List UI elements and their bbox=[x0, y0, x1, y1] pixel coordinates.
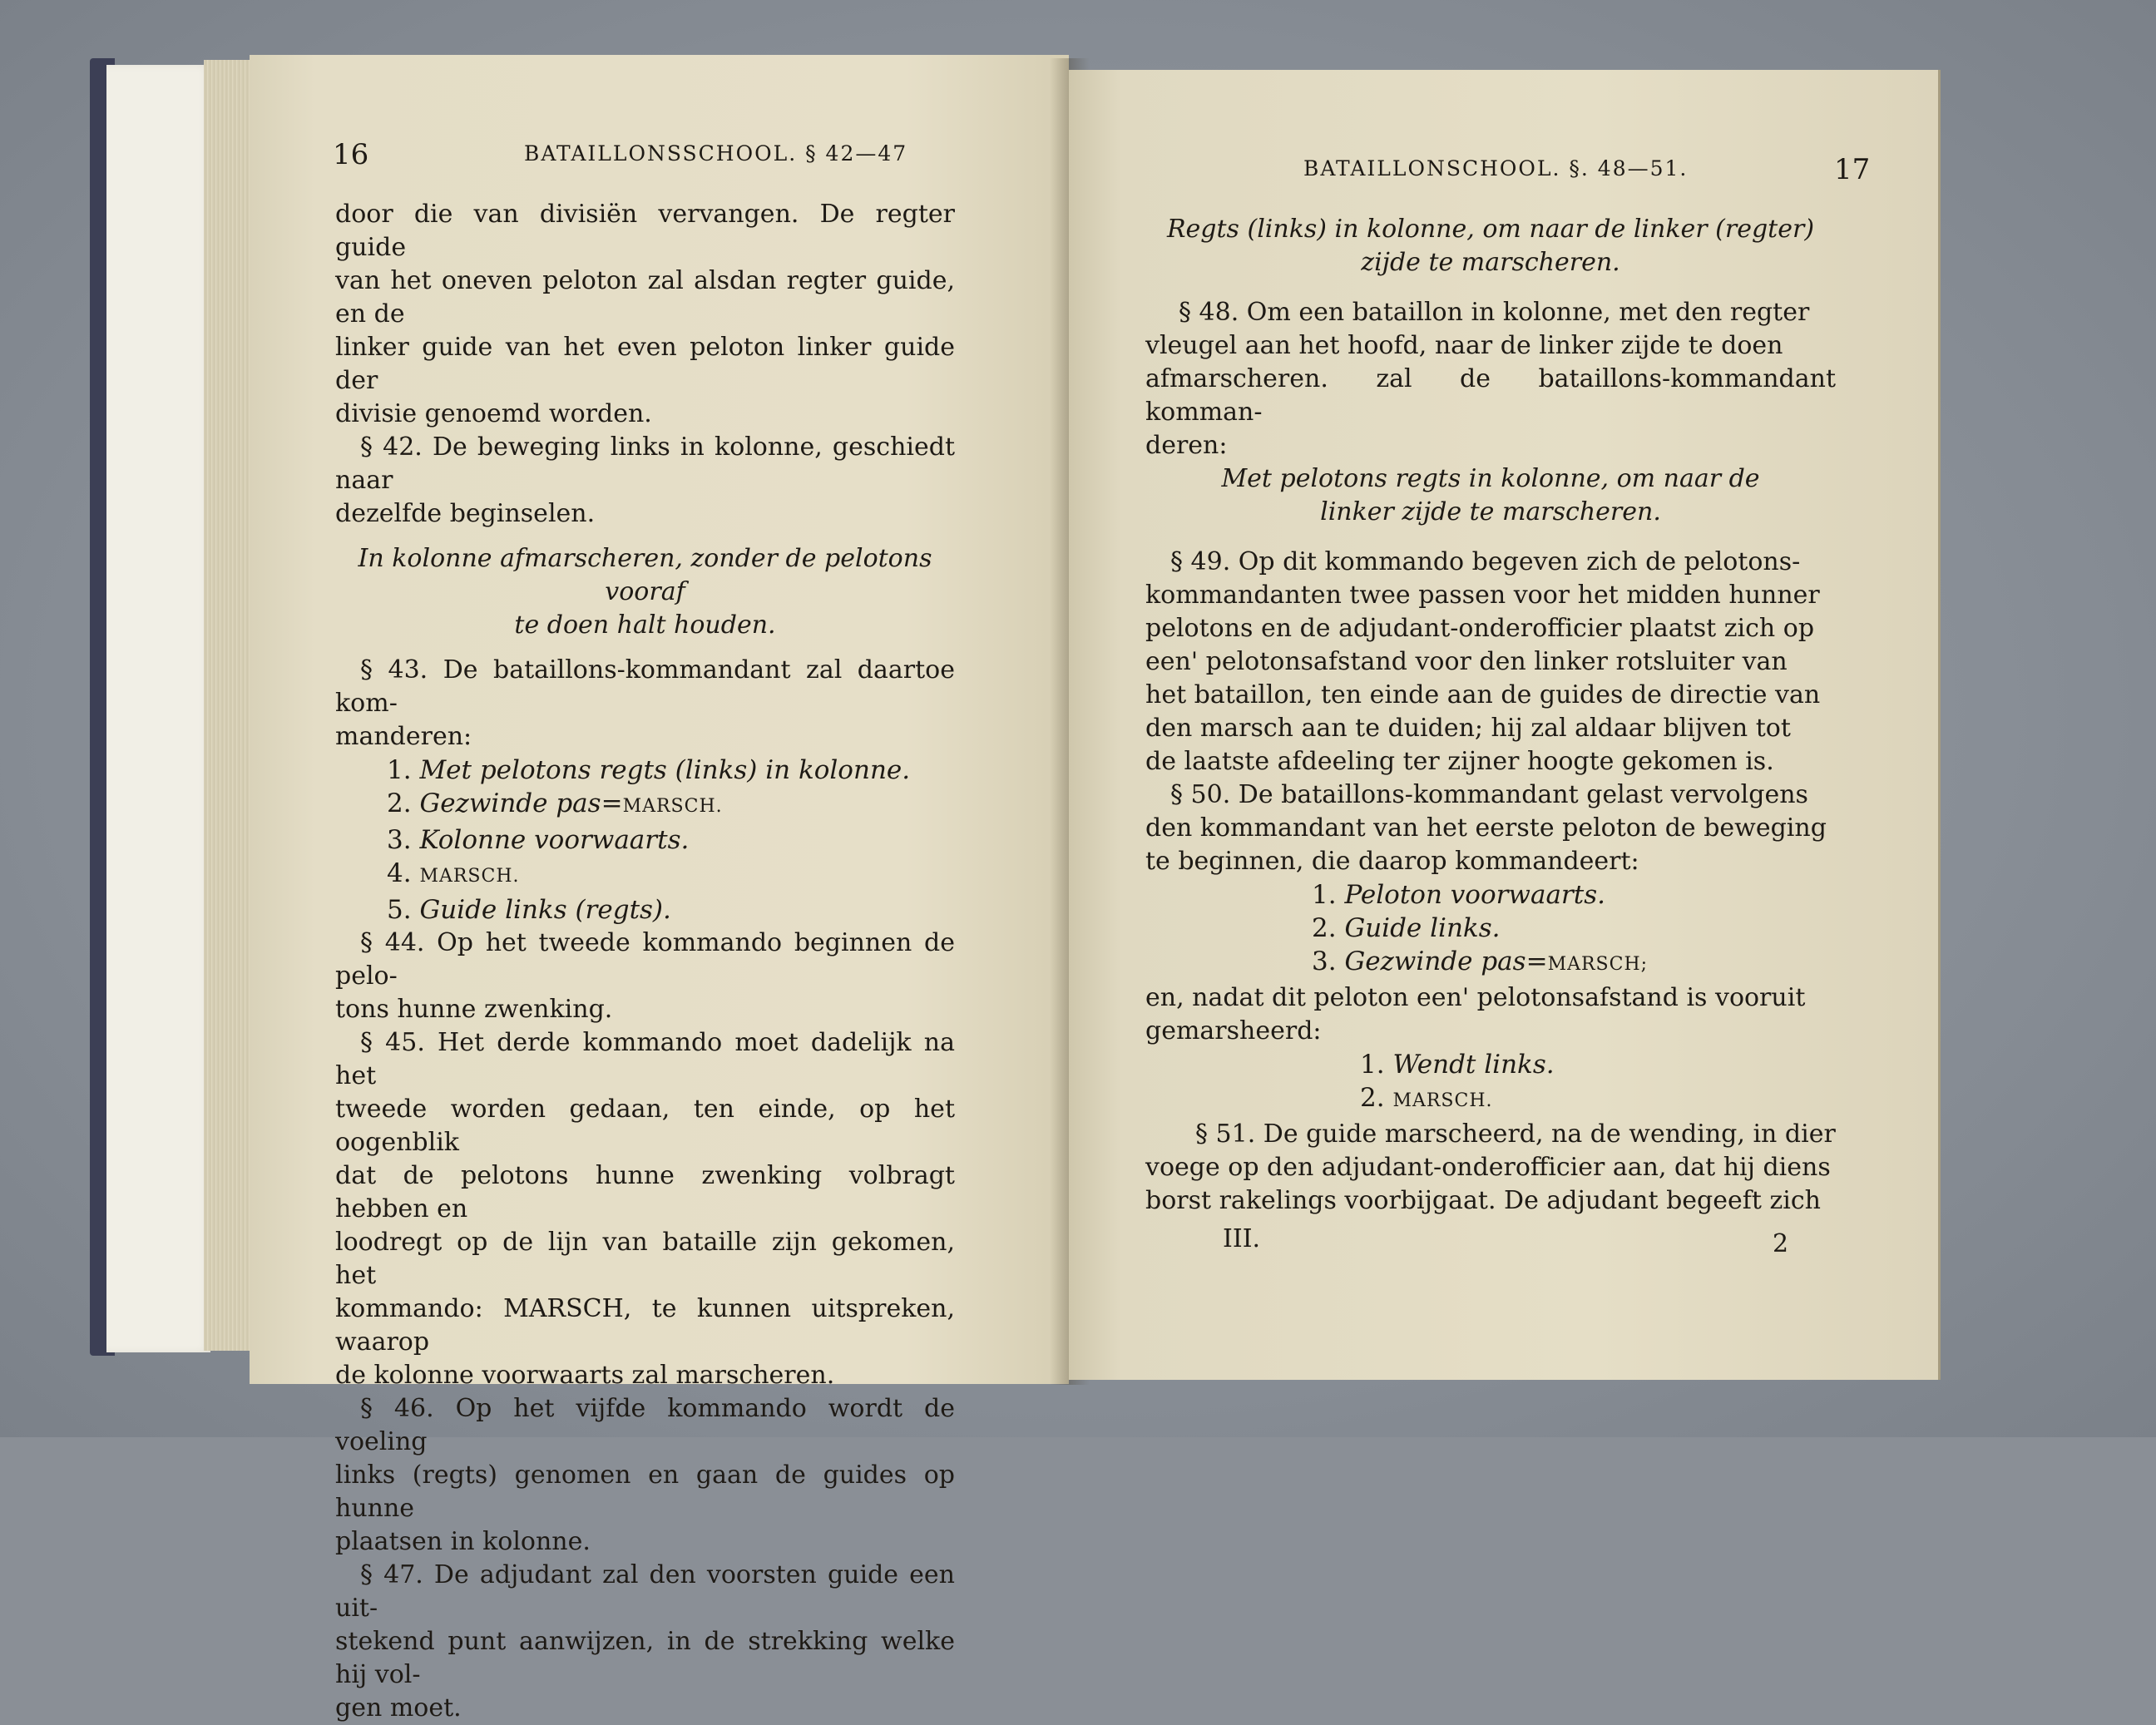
command-item: 2. MARSCH. bbox=[1360, 1083, 1493, 1113]
text-line: door die van divisiën vervangen. De regter guide bbox=[335, 200, 955, 262]
text-line: vleugel aan het hoofd, naar de linker zijde te doen bbox=[1145, 331, 1783, 360]
right-page bbox=[1069, 70, 1941, 1380]
text-line: kommando: MARSCH, te kunnen uitspreken, waarop bbox=[335, 1294, 955, 1357]
text-line: te beginnen, die daarop kommandeert: bbox=[1145, 847, 1639, 876]
command-list bbox=[1145, 878, 1836, 981]
text-line: linker guide van het even peloton linker guide der bbox=[335, 333, 955, 395]
text-line: een' pelotonsafstand voor den linker rotsluiter van bbox=[1145, 647, 1788, 676]
section-heading bbox=[1145, 462, 1836, 529]
command-list bbox=[1145, 1048, 1836, 1118]
text-line: § 51. De guide marscheerd, na de wending, in dier bbox=[1195, 1120, 1836, 1149]
page-number: 17 bbox=[1834, 153, 1871, 186]
text-line: manderen: bbox=[335, 722, 472, 751]
text-line: § 44. Op het tweede kommando beginnen de pelo- bbox=[335, 928, 955, 991]
command-item: 1. Peloton voorwaarts. bbox=[1312, 880, 1605, 910]
left-page-body bbox=[335, 198, 955, 1725]
running-header: BATAILLONSCHOOL. §. 48—51. bbox=[1303, 156, 1689, 180]
command-item: 1. Wendt links. bbox=[1360, 1050, 1555, 1080]
text-line: § 47. De adjudant zal den voorsten guide een uit- bbox=[335, 1560, 955, 1623]
section-heading bbox=[335, 542, 955, 642]
heading-line: Regts (links) in kolonne, om naar de linker (regter) bbox=[1166, 215, 1815, 244]
text-line: stekend punt aanwijzen, in de strekking welke hij vol- bbox=[335, 1627, 955, 1689]
text-line: van het oneven peloton zal alsdan regter guide, en de bbox=[335, 266, 955, 329]
text-line: tons hunne zwenking. bbox=[335, 995, 613, 1024]
heading-line: te doen halt houden. bbox=[514, 610, 776, 640]
text-line: en, nadat dit peloton een' pelotonsafstand is vooruit bbox=[1145, 983, 1806, 1012]
text-line: § 43. De bataillons-kommandant zal daartoe kom- bbox=[335, 655, 955, 718]
text-line: links (regts) genomen en gaan de guides op hunne bbox=[335, 1461, 955, 1523]
text-line: deren: bbox=[1145, 431, 1228, 460]
heading-line: Met pelotons regts in kolonne, om naar de bbox=[1221, 464, 1760, 493]
text-line: de laatste afdeeling ter zijner hoogte gekomen is. bbox=[1145, 747, 1774, 776]
command-item: 1. Met pelotons regts (links) in kolonne. bbox=[387, 755, 911, 785]
text-line: de kolonne voorwaarts zal marscheren. bbox=[335, 1361, 835, 1390]
text-line: dezelfde beginselen. bbox=[335, 499, 596, 528]
running-header: BATAILLONSSCHOOL. § 42—47 bbox=[524, 141, 908, 166]
command-item: 5. Guide links (regts). bbox=[387, 895, 671, 925]
text-line: borst rakelings voorbijgaat. De adjudant begeeft zich bbox=[1145, 1186, 1821, 1215]
page-number: 16 bbox=[333, 138, 369, 171]
text-line: § 49. Op dit kommando begeven zich de pelotons- bbox=[1170, 547, 1801, 576]
text-line: loodregt op de lijn van bataille zijn gekomen, het bbox=[335, 1228, 955, 1290]
text-line: plaatsen in kolonne. bbox=[335, 1527, 591, 1556]
right-page-body bbox=[1145, 213, 1836, 1218]
text-line: gen moet. bbox=[335, 1693, 462, 1723]
heading-line: linker zijde te marscheren. bbox=[1320, 497, 1661, 526]
text-line: § 45. Het derde kommando moet dadelijk na het bbox=[335, 1028, 955, 1090]
text-line: § 46. Op het vijfde kommando wordt de voeling bbox=[335, 1394, 955, 1456]
text-line: den kommandant van het eerste peloton de beweging bbox=[1145, 813, 1827, 843]
command-item: 3. Gezwinde pas=MARSCH; bbox=[1312, 947, 1649, 976]
text-line: dat de pelotons hunne zwenking volbragt hebben en bbox=[335, 1161, 955, 1223]
command-item: 4. MARSCH. bbox=[387, 858, 520, 888]
text-line: § 48. Om een bataillon in kolonne, met den regter bbox=[1179, 298, 1810, 327]
command-item: 3. Kolonne voorwaarts. bbox=[387, 825, 690, 855]
section-heading bbox=[1145, 213, 1836, 279]
signature-sheet: 2 bbox=[1773, 1229, 1789, 1258]
text-line: § 50. De bataillons-kommandant gelast vervolgens bbox=[1170, 780, 1808, 809]
text-line: § 42. De beweging links in kolonne, geschiedt naar bbox=[335, 432, 955, 495]
command-item: 2. Guide links. bbox=[1312, 913, 1501, 943]
command-item: 2. Gezwinde pas=MARSCH. bbox=[387, 788, 723, 818]
text-line: den marsch aan te duiden; hij zal aldaar blijven tot bbox=[1145, 714, 1791, 743]
text-line: pelotons en de adjudant-onderofficier plaatst zich op bbox=[1145, 614, 1815, 643]
heading-line: In kolonne afmarscheren, zonder de pelotons vooraf bbox=[358, 544, 932, 606]
text-line: het bataillon, ten einde aan de guides de directie van bbox=[1145, 680, 1821, 709]
text-line: afmarscheren. zal de bataillons-kommandant komman- bbox=[1145, 364, 1836, 427]
heading-line: zijde te marscheren. bbox=[1361, 248, 1620, 277]
text-line: gemarsheerd: bbox=[1145, 1016, 1322, 1045]
left-page bbox=[250, 55, 1069, 1723]
text-line: divisie genoemd worden. bbox=[335, 399, 652, 428]
text-line: voege op den adjudant-onderofficier aan, dat hij diens bbox=[1145, 1153, 1831, 1182]
signature-volume: III. bbox=[1223, 1224, 1261, 1253]
text-line: kommandanten twee passen voor het midden hunner bbox=[1145, 581, 1820, 610]
book-block-edge bbox=[106, 65, 210, 1352]
command-list bbox=[335, 754, 955, 927]
text-line: tweede worden gedaan, ten einde, op het oogenblik bbox=[335, 1095, 955, 1157]
